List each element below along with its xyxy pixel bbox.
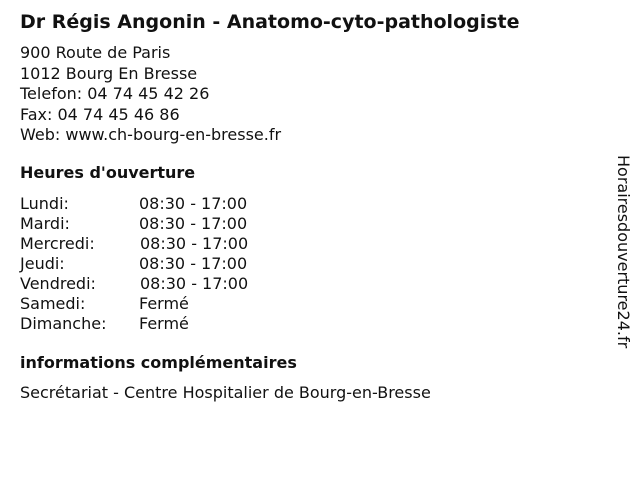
additional-info-heading: informations complémentaires <box>20 353 297 372</box>
day-label: Lundi: <box>20 194 69 213</box>
hours-value: 08:30 - 17:00 <box>139 194 248 213</box>
additional-info-text: Secrétariat - Centre Hospitalier de Bourg-en-Bresse <box>20 383 431 402</box>
hours-value: 08:30 - 17:00 <box>139 254 248 273</box>
opening-hours-heading: Heures d'ouverture <box>20 163 196 182</box>
hours-value: 08:30 - 17:00 <box>140 234 249 253</box>
address-block <box>20 43 281 146</box>
hours-value: 08:30 - 17:00 <box>140 274 249 293</box>
hours-value: 08:30 - 17:00 <box>139 214 248 233</box>
day-label: Dimanche: <box>20 314 107 333</box>
site-watermark: Horairesdouverture24.fr <box>614 155 633 349</box>
hours-value: Fermé <box>139 314 189 333</box>
day-label: Jeudi: <box>20 254 65 273</box>
address-city: 1012 Bourg En Bresse <box>20 63 198 83</box>
website: Web: www.ch-bourg-en-bresse.fr <box>20 125 282 144</box>
phone-number: Telefon: 04 74 45 42 26 <box>20 84 210 103</box>
fax-number: Fax: 04 74 45 46 86 <box>20 104 180 124</box>
day-label: Samedi: <box>20 294 86 313</box>
day-label: Vendredi: <box>20 274 96 293</box>
day-label: Mardi: <box>20 214 70 233</box>
address-street: 900 Route de Paris <box>20 43 171 62</box>
hours-value: Fermé <box>139 294 189 313</box>
page-title: Dr Régis Angonin - Anatomo-cyto-pathologiste <box>20 11 520 33</box>
day-label: Mercredi: <box>20 234 95 253</box>
